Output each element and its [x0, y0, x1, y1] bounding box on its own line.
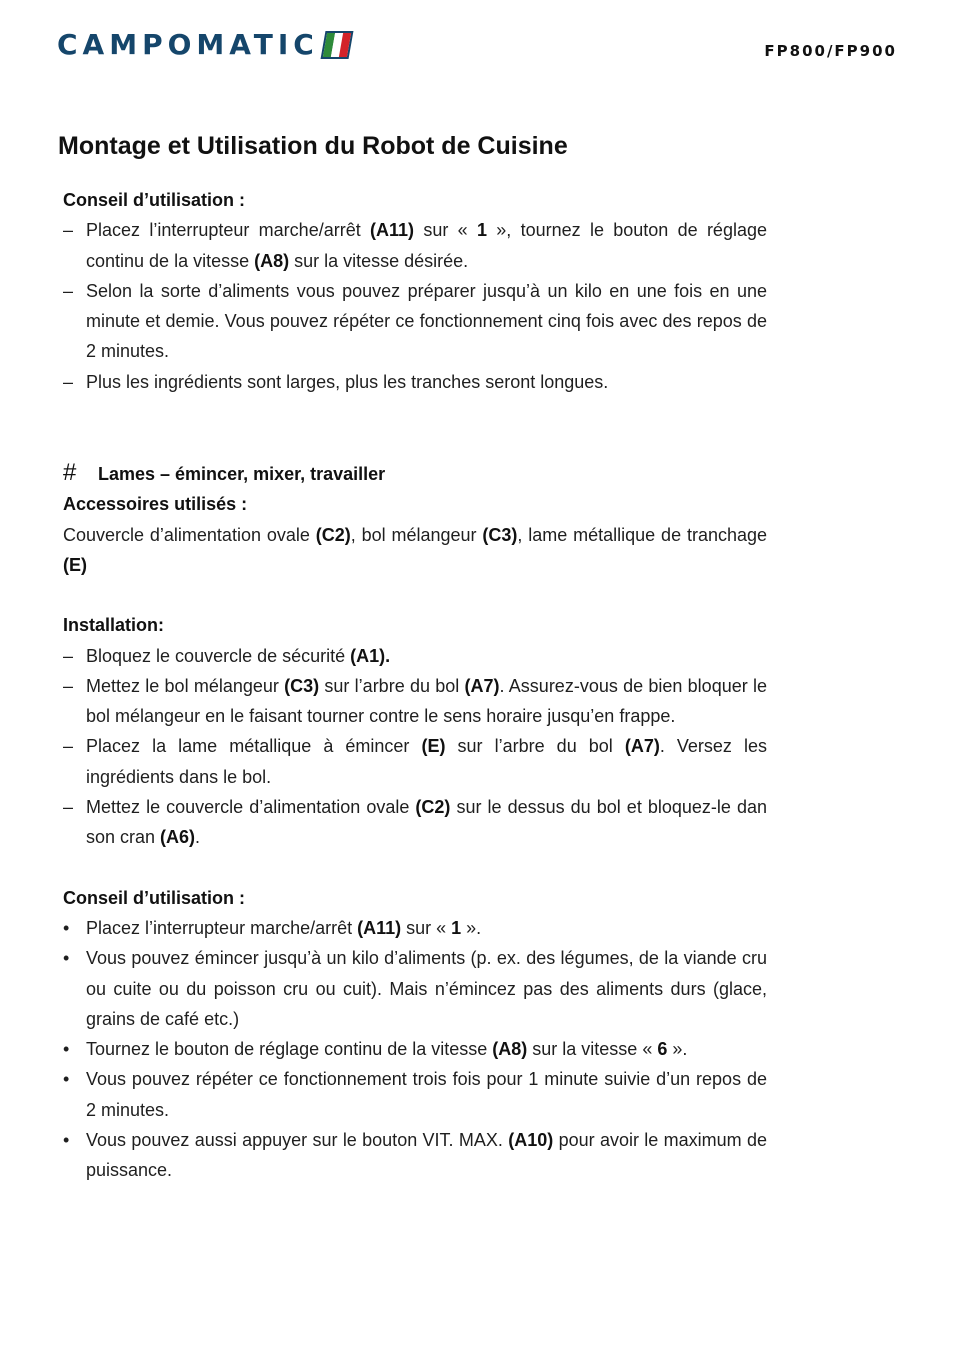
text-run: sur la vitesse désirée.	[289, 250, 469, 271]
bold-reference: 1	[451, 917, 462, 938]
spacer	[63, 397, 767, 458]
bold-reference: (A7)	[464, 675, 500, 696]
text-run: Placez l’interrupteur marche/arrêt	[86, 220, 371, 241]
bold-reference: (C3)	[482, 524, 518, 545]
text-run: ».	[667, 1039, 688, 1060]
list-item	[63, 276, 767, 367]
usage-tips-list	[63, 215, 767, 397]
list-item	[63, 215, 767, 276]
dash-marker: –	[63, 736, 74, 757]
list-item	[63, 671, 767, 732]
document-body	[63, 185, 767, 1186]
text-run: Bloquez le couvercle de sécurité	[86, 645, 351, 666]
list-item	[63, 731, 767, 792]
bold-reference: (A8)	[254, 250, 290, 271]
text-run: Placez l’interrupteur marche/arrêt	[86, 917, 358, 938]
accessories-text	[63, 520, 767, 581]
usage-tips-heading: Conseil d’utilisation :	[63, 190, 246, 210]
text-run: Couvercle d’alimentation ovale	[63, 524, 316, 545]
text-run: Mettez le couvercle d’alimentation ovale	[86, 797, 416, 818]
text-run: .	[195, 827, 201, 848]
installation-list	[63, 641, 767, 853]
bold-reference: (E)	[421, 736, 446, 757]
text-run: Placez la lame métallique à émincer	[86, 736, 422, 757]
bold-reference: (E)	[63, 554, 87, 575]
list-item	[63, 792, 767, 853]
dash-marker: –	[63, 797, 74, 818]
bold-reference: (A1).	[350, 645, 391, 666]
bullet-marker: •	[63, 948, 70, 969]
text-run: sur l’arbre du bol	[319, 675, 465, 696]
bold-reference: (C3)	[284, 675, 320, 696]
usage-heading: Conseil d’utilisation :	[63, 887, 246, 908]
list-item	[63, 1125, 767, 1186]
text-run: . Versez les ingrédients dans le bol.	[86, 736, 767, 787]
text-run: Vous pouvez émincer jusqu’à un kilo d’aliments (p. ex. des légumes, de la viande cru ou cuite ou du poisson cru ou cuit). Mais n’émincez pas des aliments durs (glace, grains de café etc.)	[86, 948, 767, 1029]
dash-marker: –	[63, 675, 74, 696]
bold-reference: (C2)	[315, 524, 351, 545]
list-item	[63, 1064, 767, 1125]
bold-reference: (A11)	[357, 917, 402, 938]
text-run: sur «	[401, 917, 452, 938]
bold-reference: (A8)	[492, 1039, 528, 1060]
bold-reference: (A10)	[508, 1130, 554, 1151]
text-run: Vous pouvez répéter ce fonctionnement trois fois pour 1 minute suivie d’un repos de 2 minutes.	[86, 1069, 767, 1120]
text-run: sur «	[414, 220, 477, 241]
page-title: Montage et Utilisation du Robot de Cuisine	[58, 132, 568, 160]
brand-logo-text: CAMPOMATIC	[57, 28, 319, 61]
section-heading	[63, 458, 767, 489]
text-run: sur le dessus du bol et bloquez-le dan son cran	[86, 797, 768, 848]
bold-reference: (A6)	[160, 827, 196, 848]
section-heading-text: Lames – émincer, mixer, travailler	[98, 464, 386, 485]
italian-flag-icon	[320, 31, 353, 59]
spacer	[63, 580, 767, 610]
bold-reference: 1	[476, 220, 487, 241]
text-run: Tournez le bouton de réglage continu de la vitesse	[86, 1039, 493, 1060]
installation-heading: Installation:	[63, 615, 165, 636]
dash-marker: –	[63, 220, 74, 241]
text-run: sur l’arbre du bol	[445, 736, 625, 757]
text-run: Mettez le bol mélangeur	[86, 675, 285, 696]
bold-reference: (A7)	[624, 736, 660, 757]
bullet-marker: •	[63, 1039, 70, 1060]
text-run: Plus les ingrédients sont larges, plus les tranches seront longues.	[86, 371, 609, 392]
dash-marker: –	[63, 371, 74, 392]
text-run: Vous pouvez aussi appuyer sur le bouton VIT. MAX.	[86, 1130, 509, 1151]
model-number: FP800/FP900	[764, 42, 897, 60]
list-item	[63, 943, 767, 1034]
text-run: , lame métallique de tranchage	[517, 524, 768, 545]
bold-reference: (C2)	[415, 797, 451, 818]
text-run: sur la vitesse «	[527, 1039, 658, 1060]
bullet-marker: •	[63, 1069, 70, 1090]
bold-reference: (A11)	[370, 220, 415, 241]
bullet-marker: •	[63, 917, 70, 938]
spacer	[63, 853, 767, 883]
text-run: . Assurez-vous de bien bloquer le bol mélangeur en le faisant tourner contre le sens horaire jusqu’en frappe.	[86, 675, 767, 727]
list-item	[63, 367, 767, 397]
accessories-heading: Accessoires utilisés :	[63, 494, 248, 515]
text-run: , bol mélangeur	[350, 524, 483, 545]
bullet-marker: •	[63, 1130, 70, 1151]
dash-marker: –	[63, 645, 74, 666]
usage-list	[63, 913, 767, 1186]
brand-logo	[57, 30, 351, 60]
dash-marker: –	[63, 280, 74, 301]
text-run: Selon la sorte d’aliments vous pouvez préparer jusqu’à un kilo en une fois en une minute et demie. Vous pouvez répéter ce fonctionnement cinq fois avec des repos de 2 minutes.	[86, 280, 767, 362]
bold-reference: 6	[657, 1039, 668, 1060]
hash-symbol: #	[63, 459, 77, 487]
list-item	[63, 1034, 767, 1064]
list-item	[63, 641, 767, 671]
text-run: pour avoir le maximum de puissance.	[86, 1130, 767, 1181]
list-item	[63, 913, 767, 943]
text-run: », tournez le bouton de réglage continu de la vitesse	[86, 220, 767, 271]
text-run: ».	[461, 917, 482, 938]
